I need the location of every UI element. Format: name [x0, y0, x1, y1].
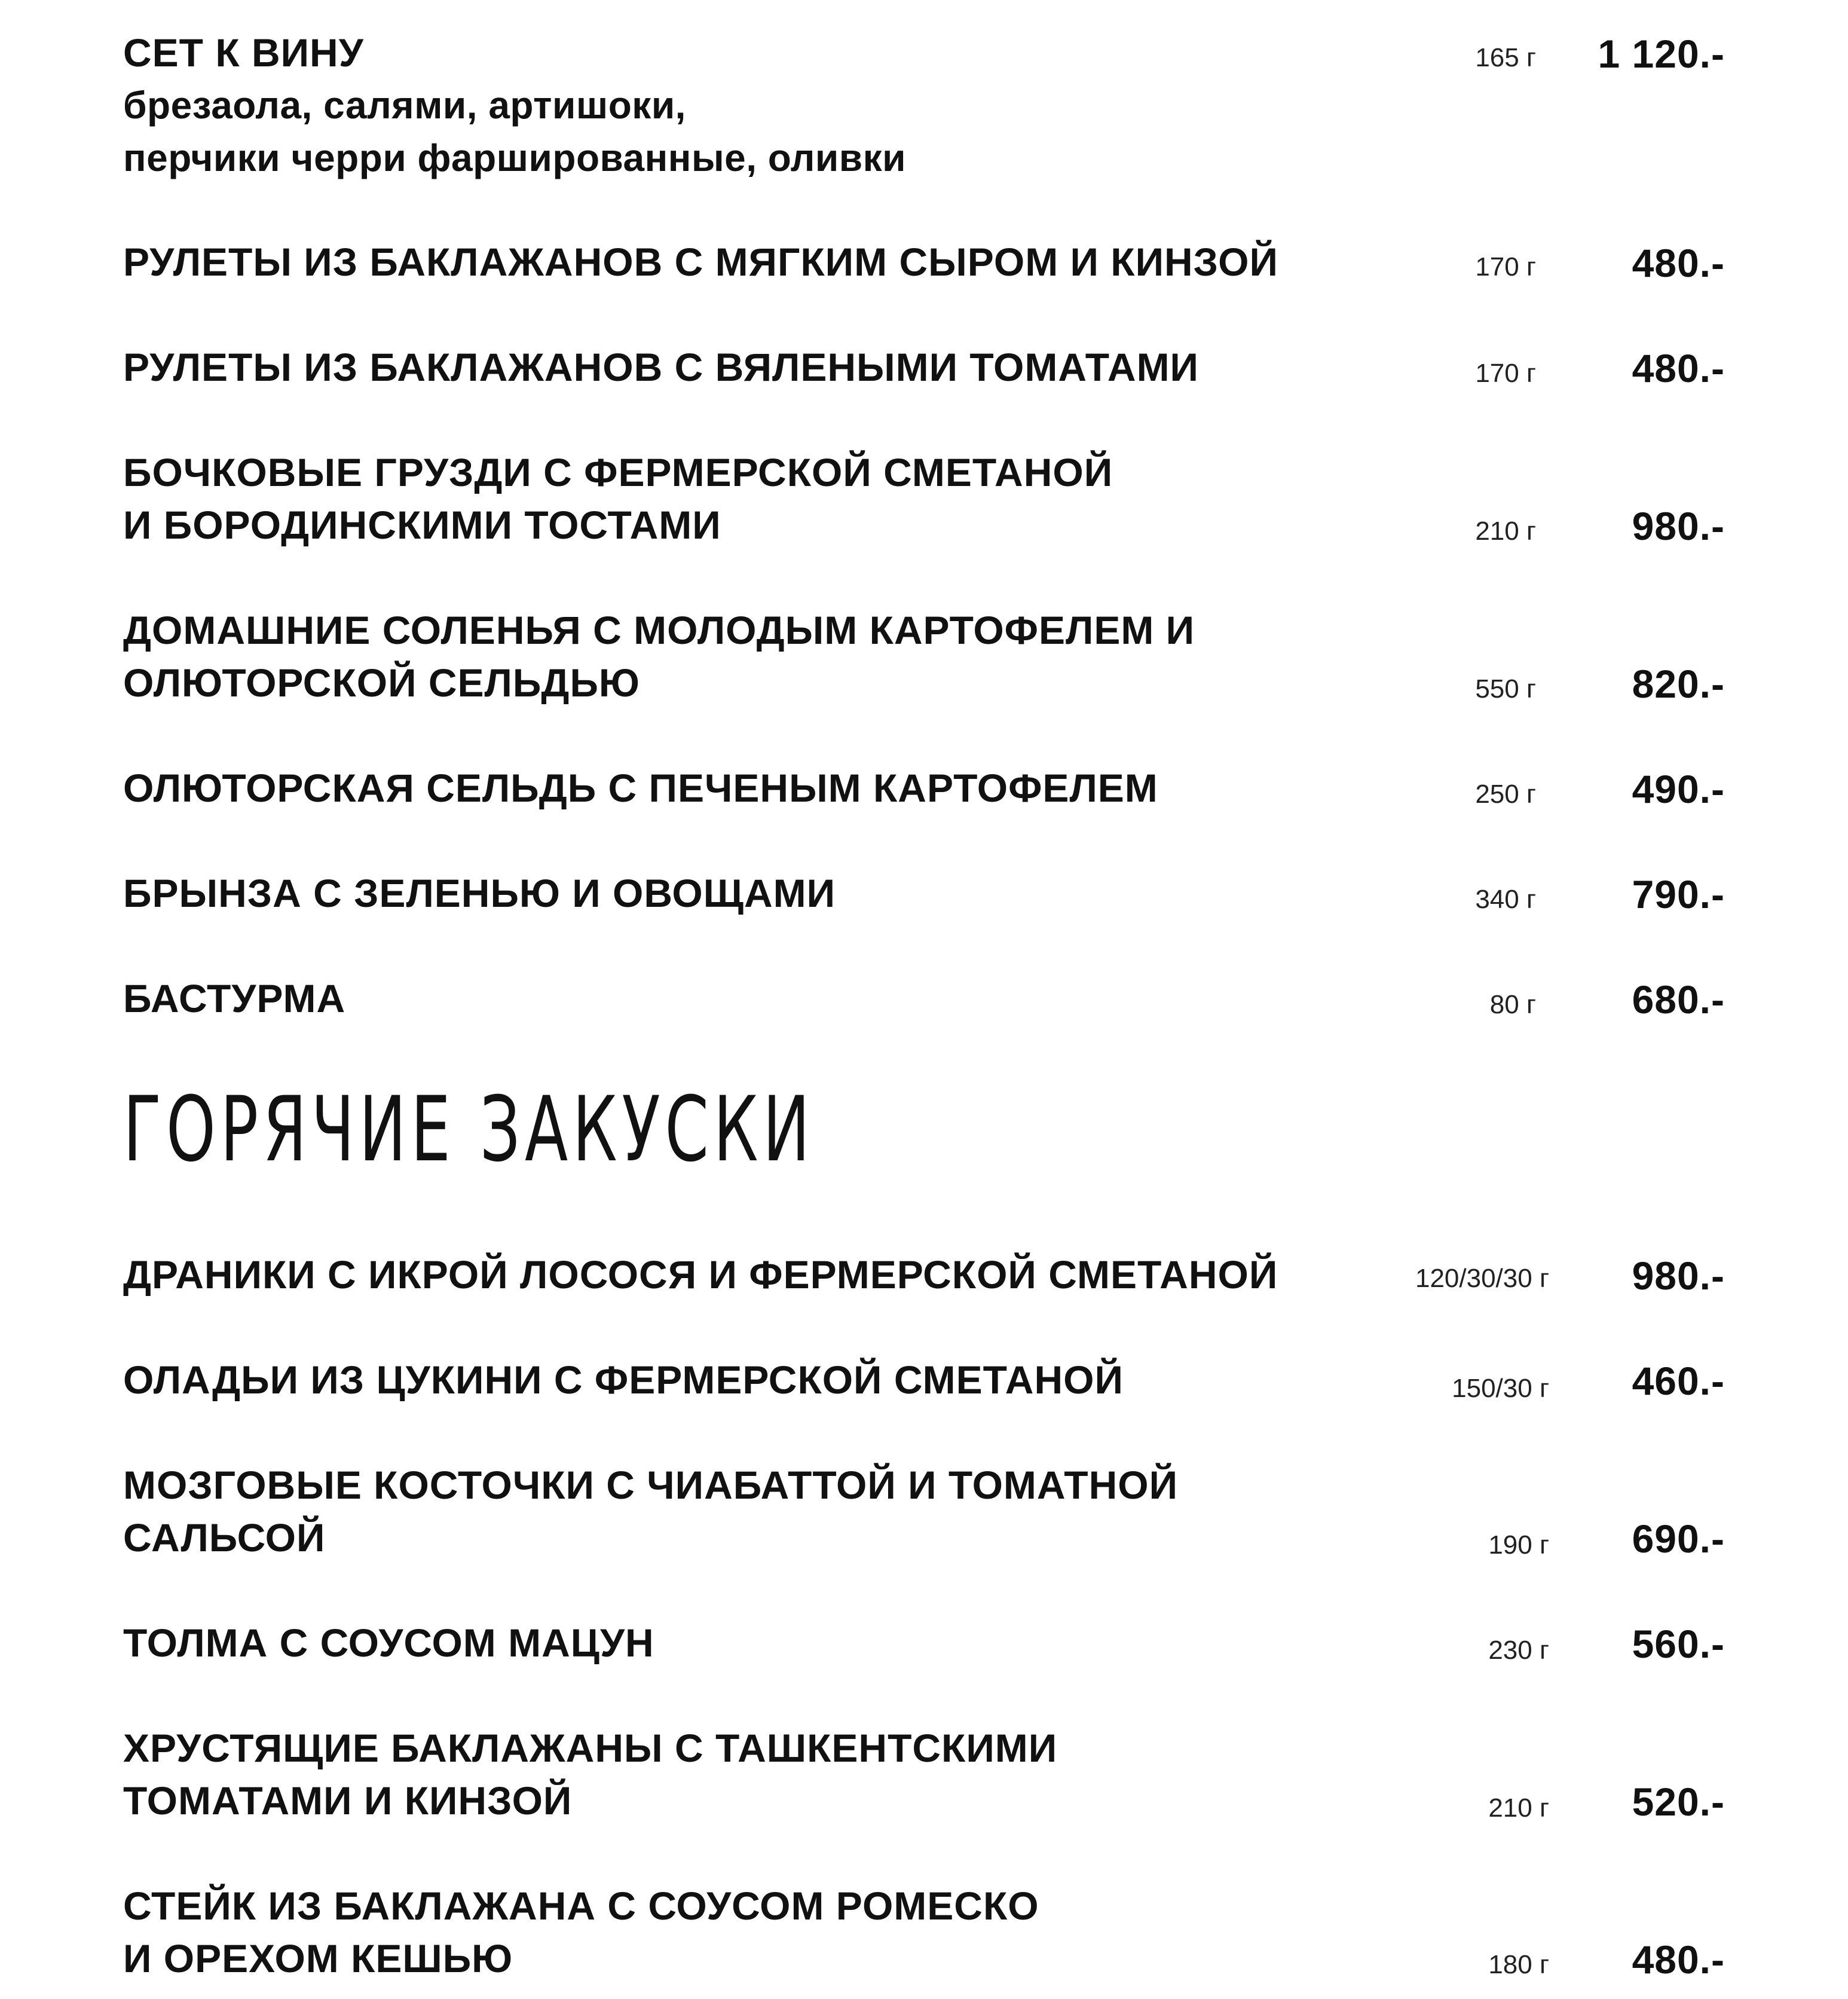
item-weight: 250 г — [1475, 780, 1536, 809]
item-name — [123, 604, 1195, 709]
item-price: 480.- — [1632, 1937, 1725, 1982]
item-price: 480.- — [1632, 346, 1725, 390]
item-name-line: ДРАНИКИ С ИКРОЙ ЛОСОСЯ И ФЕРМЕРСКОЙ СМЕТАНОЙ — [123, 1252, 1278, 1297]
item-weight: 230 г — [1488, 1636, 1549, 1665]
item-weight: 165 г — [1475, 43, 1536, 72]
item-name-line: СЕТ К ВИНУ — [123, 30, 364, 75]
item-name — [123, 1248, 1278, 1301]
item-price: 480.- — [1632, 241, 1725, 285]
item-price: 820.- — [1632, 662, 1725, 706]
item-name — [123, 1722, 1057, 1827]
item-weight: 550 г — [1475, 674, 1536, 704]
section-title-hot-appetizers: ГОРЯЧИЕ ЗАКУСКИ — [123, 1078, 815, 1182]
item-name-line: БАСТУРМА — [123, 976, 346, 1020]
item-weight: 210 г — [1488, 1793, 1549, 1823]
item-name-line: МОЗГОВЫЕ КОСТОЧКИ С ЧИАБАТТОЙ И ТОМАТНОЙ — [123, 1463, 1179, 1507]
item-name-line: РУЛЕТЫ ИЗ БАКЛАЖАНОВ С ВЯЛЕНЫМИ ТОМАТАМИ — [123, 345, 1199, 389]
item-name-line: ОЛЮТОРСКОЙ СЕЛЬДЬЮ — [123, 661, 640, 705]
item-weight: 170 г — [1475, 252, 1536, 282]
item-weight: 80 г — [1489, 990, 1536, 1019]
item-price: 980.- — [1632, 504, 1725, 548]
item-price: 520.- — [1632, 1780, 1725, 1824]
item-description-line: брезаола, салями, артишоки, — [123, 84, 686, 127]
item-weight: 210 г — [1475, 516, 1536, 546]
item-name — [123, 236, 1278, 288]
item-name-line: ОЛЮТОРСКАЯ СЕЛЬДЬ С ПЕЧЕНЫМ КАРТОФЕЛЕМ — [123, 766, 1158, 810]
item-price: 490.- — [1632, 767, 1725, 811]
item-weight: 120/30/30 г — [1415, 1264, 1549, 1293]
item-weight: 150/30 г — [1452, 1374, 1549, 1403]
item-weight: 180 г — [1488, 1950, 1549, 1979]
item-name-line: И ОРЕХОМ КЕШЬЮ — [123, 1936, 513, 1980]
item-name — [123, 972, 345, 1025]
item-price: 790.- — [1632, 872, 1725, 916]
item-weight: 340 г — [1475, 885, 1536, 914]
item-name-line: САЛЬСОЙ — [123, 1515, 326, 1560]
item-name — [123, 1879, 1039, 1985]
item-name-line: РУЛЕТЫ ИЗ БАКЛАЖАНОВ С МЯГКИМ СЫРОМ И КИНЗОЙ — [123, 240, 1278, 284]
item-name-line: ХРУСТЯЩИЕ БАКЛАЖАНЫ С ТАШКЕНТСКИМИ — [123, 1726, 1058, 1770]
item-name-line: СТЕЙК ИЗ БАКЛАЖАНА С СОУСОМ РОМЕСКО — [123, 1884, 1039, 1928]
item-price: 690.- — [1632, 1517, 1725, 1561]
item-name-line: ТОМАТАМИ И КИНЗОЙ — [123, 1778, 573, 1823]
item-name-line: ТОЛМА С СОУСОМ МАЦУН — [123, 1621, 654, 1665]
item-name-line: ОЛАДЬИ ИЗ ЦУКИНИ С ФЕРМЕРСКОЙ СМЕТАНОЙ — [123, 1358, 1124, 1402]
item-price: 680.- — [1632, 977, 1725, 1022]
item-name — [123, 762, 1158, 814]
item-name — [123, 446, 1113, 551]
item-price: 980.- — [1632, 1254, 1725, 1298]
item-name — [123, 26, 906, 184]
item-name-line: ДОМАШНИЕ СОЛЕНЬЯ С МОЛОДЫМ КАРТОФЕЛЕМ И — [123, 608, 1195, 652]
item-name — [123, 1353, 1124, 1406]
item-name-line: БОЧКОВЫЕ ГРУЗДИ С ФЕРМЕРСКОЙ СМЕТАНОЙ — [123, 450, 1113, 494]
item-price: 1 120.- — [1598, 32, 1725, 76]
item-name — [123, 867, 836, 919]
item-name-line: И БОРОДИНСКИМИ ТОСТАМИ — [123, 503, 721, 547]
item-name — [123, 1459, 1178, 1564]
item-description-line: перчики черри фаршированные, оливки — [123, 136, 906, 179]
item-name-line: БРЫНЗА С ЗЕЛЕНЬЮ И ОВОЩАМИ — [123, 871, 836, 915]
item-price: 460.- — [1632, 1359, 1725, 1403]
item-price: 560.- — [1632, 1622, 1725, 1666]
item-weight: 170 г — [1475, 359, 1536, 388]
item-name — [123, 1616, 654, 1669]
item-name — [123, 341, 1199, 393]
item-weight: 190 г — [1488, 1530, 1549, 1560]
